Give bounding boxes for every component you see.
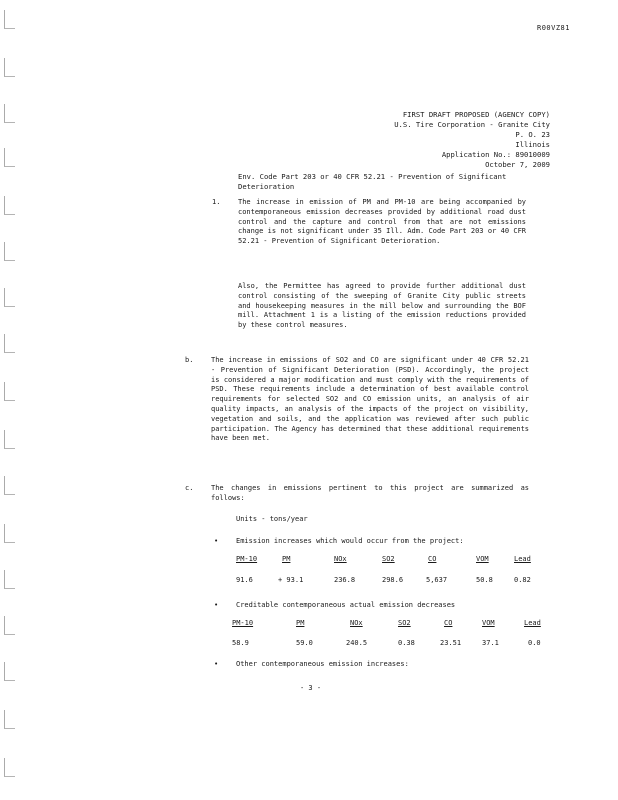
table-header: NOx [350, 619, 363, 627]
table-header: Lead [514, 555, 531, 563]
paragraph-label: c. [185, 484, 194, 492]
paragraph-c [185, 484, 529, 504]
table-cell: 58.9 [232, 639, 249, 647]
table-header: VOM [482, 619, 495, 627]
paragraph-text: The increase in emissions of SO2 and CO are significant under 40 CFR 52.21 - Prevention of Significant Deterioration (PSD). Accordingly, the project is considered a major modification and must comply with the requirements of PSD. These requirements include a determination of best available control requirements for selected SO2 and CO emission units, an analysis of air quality impacts, an analysis of the impacts of the project on visibility, vegetation and soils, and the application was reviewed after such public participation. The Agency has determined that these additional requirements have been met. [211, 356, 529, 443]
table-header: NOx [334, 555, 347, 563]
table-cell: 5,637 [426, 576, 448, 584]
paragraph-2 [238, 282, 526, 331]
table-header: SO2 [382, 555, 395, 563]
header-line: P. O. 23 [515, 130, 550, 139]
table-cell: + 93.1 [278, 576, 304, 584]
bullet-emission-decreases [214, 601, 536, 611]
bullet-text: Creditable contemporaneous actual emission decreases [236, 601, 456, 609]
paragraph-label: 1. [212, 198, 221, 206]
table-cell: 0.0 [528, 639, 541, 647]
table-cell: 0.82 [514, 576, 531, 584]
bullet-text: Emission increases which would occur from the project: [236, 537, 464, 545]
header-line: U.S. Tire Corporation - Granite City [394, 120, 550, 129]
header-line: FIRST DRAFT PROPOSED (AGENCY COPY) [402, 110, 550, 119]
table-cell: 23.51 [440, 639, 462, 647]
table-cell: 240.5 [346, 639, 368, 647]
table-header: VOM [476, 555, 489, 563]
subject-line: Env. Code Part 203 or 40 CFR 52.21 - Prevention of Significant Deterioration [238, 172, 507, 191]
header-line: Application No.: 89010009 [441, 150, 550, 159]
table-header: PM [296, 619, 305, 627]
paragraph-1 [212, 198, 526, 247]
bullet-icon: • [214, 601, 219, 609]
table-cell: 298.6 [382, 576, 404, 584]
paragraph-text: The changes in emissions pertinent to this project are summarized as follows: [211, 484, 529, 502]
table-cell: 0.38 [398, 639, 415, 647]
page-number: - 3 - [300, 684, 322, 692]
table-cell: 91.6 [236, 576, 253, 584]
paragraph-label: b. [185, 356, 194, 364]
scan-margin-marks [4, 10, 18, 790]
table-cell: 59.0 [296, 639, 313, 647]
bullet-other-increases [214, 660, 536, 670]
letter-header [320, 110, 550, 170]
bullet-text: Other contemporaneous emission increases: [236, 660, 409, 668]
bullet-emission-increases [214, 537, 536, 547]
table-cell: 50.8 [476, 576, 493, 584]
table-header: SO2 [398, 619, 411, 627]
table-header: PM [282, 555, 291, 563]
table-header: PM-10 [236, 555, 258, 563]
table-cell: 236.8 [334, 576, 356, 584]
table-header: CO [444, 619, 453, 627]
header-line: October 7, 2009 [485, 160, 550, 169]
table-header: Lead [524, 619, 541, 627]
table-header: CO [428, 555, 437, 563]
units-label: Units - tons/year [236, 515, 308, 523]
bullet-icon: • [214, 660, 219, 668]
paragraph-text: The increase in emission of PM and PM-10 are being accompanied by contemporaneous emission decreases provided by additional road dust control and the capture and control from that are not emissions change is not significant under 35 Ill. Adm. Code Part 203 or 40 CFR 52.21 - Prevention of Significant Deterioration. [238, 198, 526, 246]
header-line: Illinois [515, 140, 550, 149]
table-cell: 37.1 [482, 639, 499, 647]
bullet-icon: • [214, 537, 219, 545]
document-id: R00VZ81 [536, 24, 570, 32]
paragraph-text: Also, the Permittee has agreed to provide further additional dust control consisting of the sweeping of Granite City public streets and housekeeping measures in the mill below and surrounding the BOF mill. Attachment 1 is a listing of the emission reductions provided by these control measures. [238, 282, 526, 330]
paragraph-b [185, 356, 529, 444]
table-header: PM-10 [232, 619, 254, 627]
